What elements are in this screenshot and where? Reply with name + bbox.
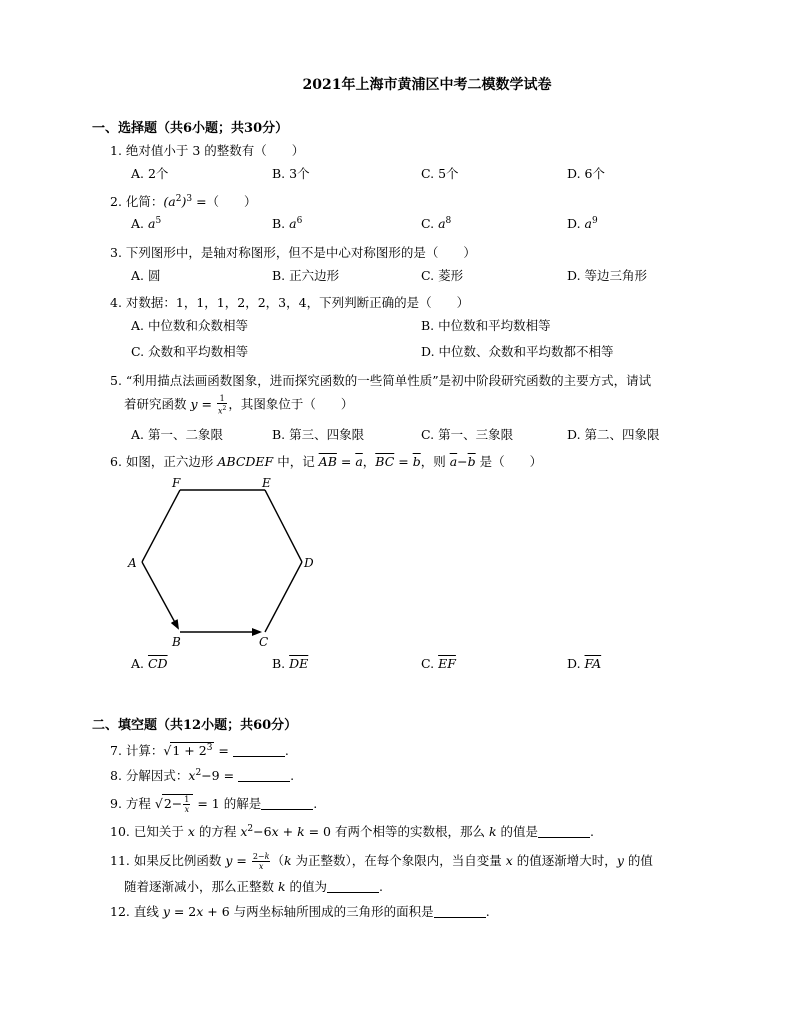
vertex-label-a: A — [128, 556, 137, 570]
hex-edge-ed — [265, 490, 302, 562]
q2-option-c[interactable]: C. $a^8$ — [421, 216, 452, 231]
q3-option-a[interactable]: A. 圆 — [131, 268, 161, 283]
vertex-label-f: F — [172, 476, 181, 490]
hex-edge-fa — [142, 490, 180, 562]
q4-option-c[interactable]: C. 众数和平均数相等 — [131, 344, 249, 359]
q4-option-b[interactable]: B. 中位数和平均数相等 — [421, 318, 551, 333]
question-8: 8. 分解因式：$x^2-9$ = . — [110, 768, 295, 783]
question-9: 9. 方程 √2− $\frac{1}{x}$ = 1 的解是 . — [110, 795, 318, 814]
q2-option-b[interactable]: B. $a^6$ — [272, 216, 303, 231]
vertex-label-e: E — [262, 476, 271, 490]
q3-option-b[interactable]: B. 正六边形 — [272, 268, 340, 283]
q2-prefix: 2. 化简： — [110, 194, 164, 209]
q2-expression: $(a^2)^3$ — [163, 194, 193, 209]
hexagon-figure — [120, 470, 330, 655]
question-11-line2: 随着逐渐减小，那么正整数 k 的值为 . — [124, 879, 384, 894]
q12-answer-blank[interactable] — [434, 905, 486, 918]
page-title: 2021年上海市黄浦区中考二模数学试卷 — [302, 77, 552, 93]
q11-answer-blank[interactable] — [327, 880, 379, 893]
section-choice-title: 一、选择题（共6小题；共30分） — [92, 121, 289, 136]
q4-option-d[interactable]: D. 中位数、众数和平均数都不相等 — [421, 344, 614, 359]
hex-edge-dc — [265, 562, 302, 632]
q3-option-c[interactable]: C. 菱形 — [421, 268, 464, 283]
q1-option-d[interactable]: D. 6个 — [567, 166, 605, 181]
q6-option-c[interactable]: C. $\overline{EF}$ — [421, 656, 456, 671]
q6-option-a[interactable]: A. $\overline{CD}$ — [131, 656, 168, 671]
question-1: 1. 绝对值小于 3 的整数有（ ） — [110, 143, 305, 158]
question-12: 12. 直线 y = 2x + 6 与两坐标轴所围成的三角形的面积是 . — [110, 904, 490, 919]
question-11-line1: 11. 如果反比例函数 y = $\frac{2-k}{x}$ （k 为正整数），在每个象限内，当自变量 x 的值逐渐增大时，y 的值 — [110, 852, 653, 871]
q7-answer-blank[interactable] — [233, 744, 285, 757]
q2-option-a[interactable]: A. $a^5$ — [131, 216, 162, 231]
q8-answer-blank[interactable] — [238, 769, 290, 782]
q5-option-b[interactable]: B. 第三、四象限 — [272, 427, 365, 442]
q1-option-a[interactable]: A. 2个 — [131, 166, 169, 181]
question-2 — [110, 192, 257, 210]
q5-option-a[interactable]: A. 第一、二象限 — [131, 427, 223, 442]
vertex-label-b: B — [172, 635, 181, 649]
question-4: 4. 对数据：1，1，1，2，2，3，4，下列判断正确的是（ ） — [110, 295, 470, 310]
question-5-line2: 着研究函数 y = $\frac{1}{x^2}$ ，其图象位于（ ） — [124, 394, 354, 416]
q1-option-c[interactable]: C. 5个 — [421, 166, 459, 181]
hex-edge-ab-vector — [142, 562, 178, 628]
question-5-line1: 5. “利用描点法画函数图象，进而探究函数的一些简单性质”是初中阶段研究函数的主要方式，请试 — [110, 373, 652, 388]
q4-option-a[interactable]: A. 中位数和众数相等 — [131, 318, 248, 333]
question-10: 10. 已知关于 x 的方程 $x^2-6x + k = 0$ 有两个相等的实数根，那么 k 的值是 . — [110, 824, 595, 839]
q5-option-c[interactable]: C. 第一、三象限 — [421, 427, 514, 442]
q5-option-d[interactable]: D. 第二、四象限 — [567, 427, 660, 442]
question-7: 7. 计算：$√1 + 2^3$ = . — [110, 743, 289, 758]
vertex-label-c: C — [259, 635, 269, 649]
q2-suffix: =（ ） — [192, 194, 257, 209]
q6-option-d[interactable]: D. $\overline{FA}$ — [567, 656, 602, 671]
q10-answer-blank[interactable] — [538, 825, 590, 838]
q2-option-d[interactable]: D. $a^9$ — [567, 216, 598, 231]
question-6: 6. 如图，正六边形 ABCDEF 中，记 $\overline{AB} = \overline{a}$，$\overline{BC} = \overline{b}$，则 $\overline{a}-\overline{b}$ 是（ ） — [110, 454, 543, 469]
q1-option-b[interactable]: B. 3个 — [272, 166, 310, 181]
q3-option-d[interactable]: D. 等边三角形 — [567, 268, 648, 283]
q9-answer-blank[interactable] — [261, 797, 313, 810]
question-3: 3. 下列图形中，是轴对称图形，但不是中心对称图形的是（ ） — [110, 245, 476, 260]
section-fill-title: 二、填空题（共12小题；共60分） — [92, 718, 298, 733]
q6-option-b[interactable]: B. $\overline{DE}$ — [272, 656, 309, 671]
vertex-label-d: D — [304, 556, 314, 570]
